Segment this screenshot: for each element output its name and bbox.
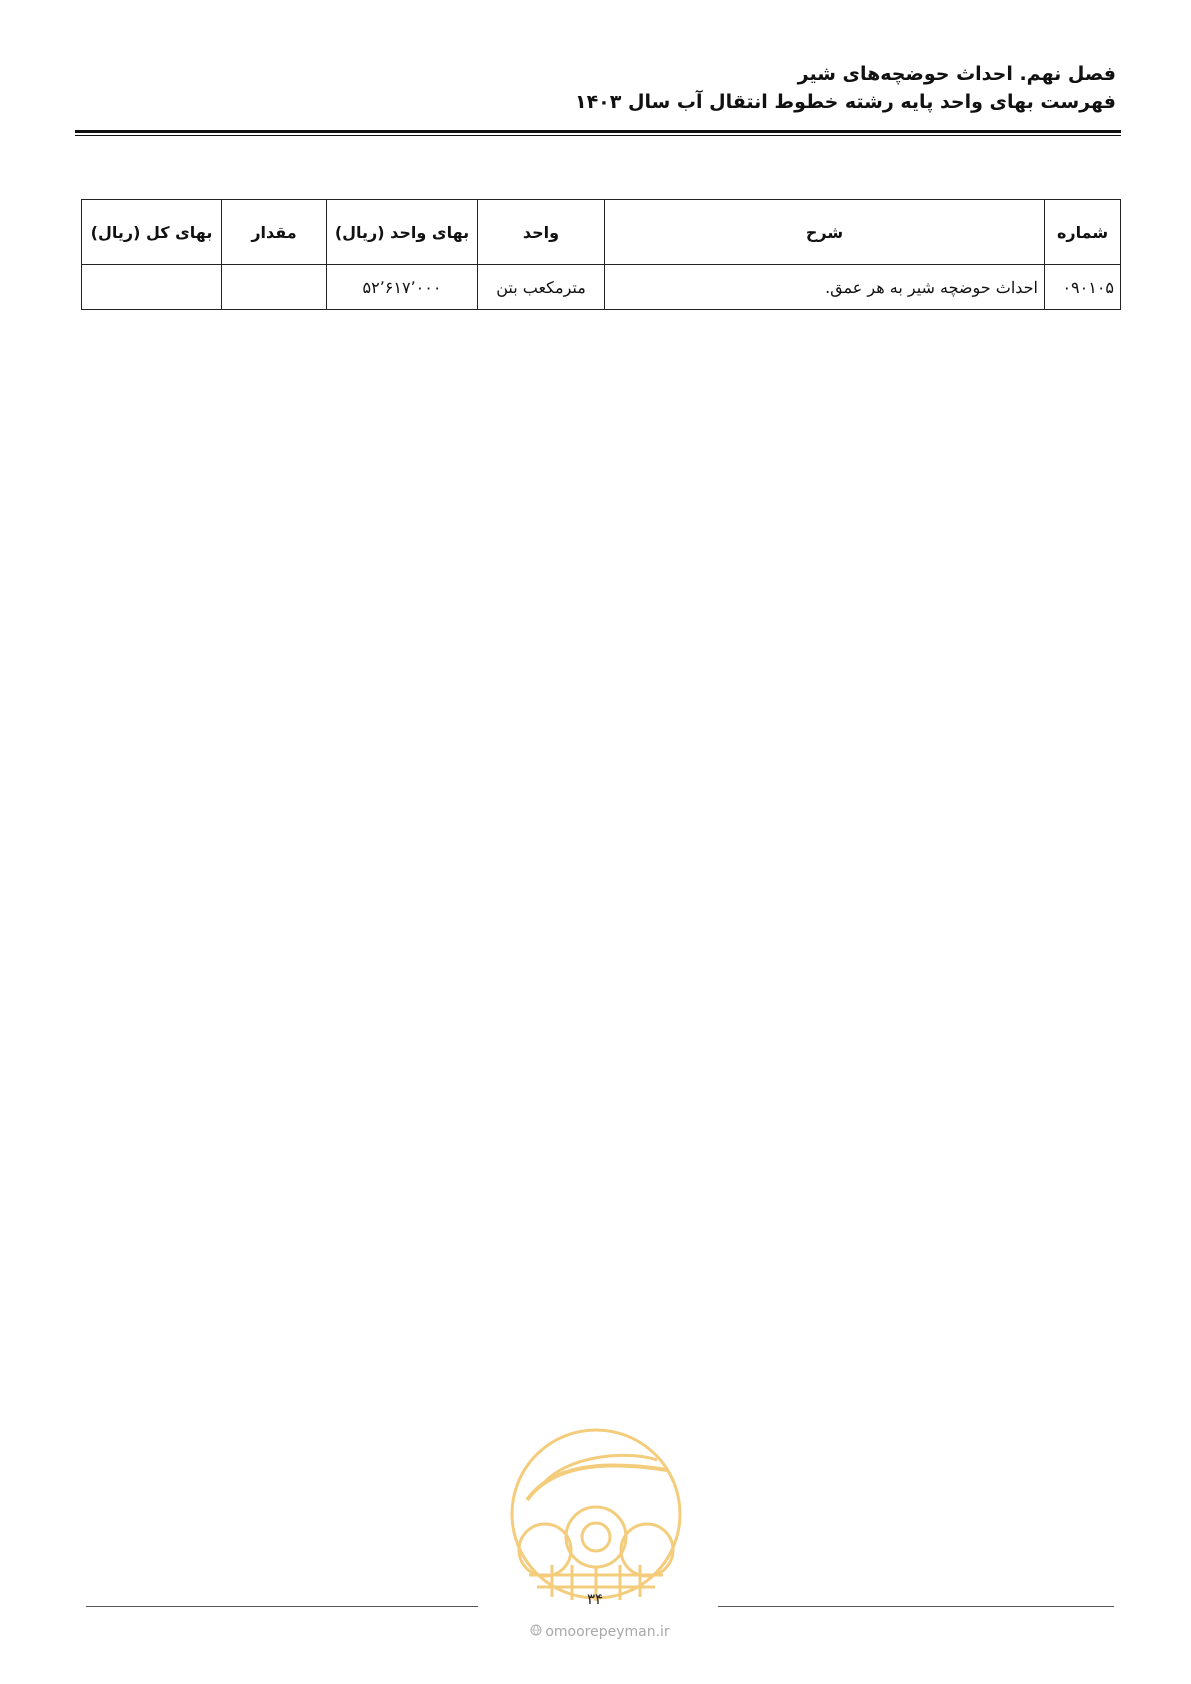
page-header	[70, 60, 1116, 116]
cell-unit: مترمکعب بتن	[478, 265, 605, 310]
watermark-logo	[507, 1425, 685, 1603]
price-list-title: فهرست بهای واحد پایه رشته خطوط انتقال آب سال ۱۴۰۳	[574, 91, 1116, 113]
chapter-title: فصل نهم. احداث حوضچه‌های شیر	[797, 63, 1116, 85]
column-header-unit: واحد	[478, 200, 605, 265]
website-url: omoorepeyman.ir	[545, 1624, 670, 1640]
cell-number: ۰۹۰۱۰۵	[1045, 265, 1121, 310]
cell-quantity	[222, 265, 327, 310]
price-table	[81, 199, 1121, 310]
cell-description: احداث حوضچه شیر به هر عمق.	[605, 265, 1045, 310]
table-row	[82, 265, 1121, 310]
website-credit	[500, 1624, 700, 1640]
header-divider	[75, 130, 1121, 136]
cell-total-price	[82, 265, 222, 310]
footer-divider-left	[86, 1606, 478, 1607]
column-header-number: شماره	[1045, 200, 1121, 265]
column-header-unit-price: بهای واحد (ریال)	[327, 200, 478, 265]
footer-divider-right	[718, 1606, 1114, 1607]
column-header-total-price: بهای کل (ریال)	[82, 200, 222, 265]
cell-unit-price: ۵۲٬۶۱۷٬۰۰۰	[327, 265, 478, 310]
table-header-row	[82, 200, 1121, 265]
column-header-description: شرح	[605, 200, 1045, 265]
page-number: ۳۴	[586, 1590, 604, 1608]
globe-icon	[530, 1624, 542, 1640]
column-header-quantity: مقدار	[222, 200, 327, 265]
